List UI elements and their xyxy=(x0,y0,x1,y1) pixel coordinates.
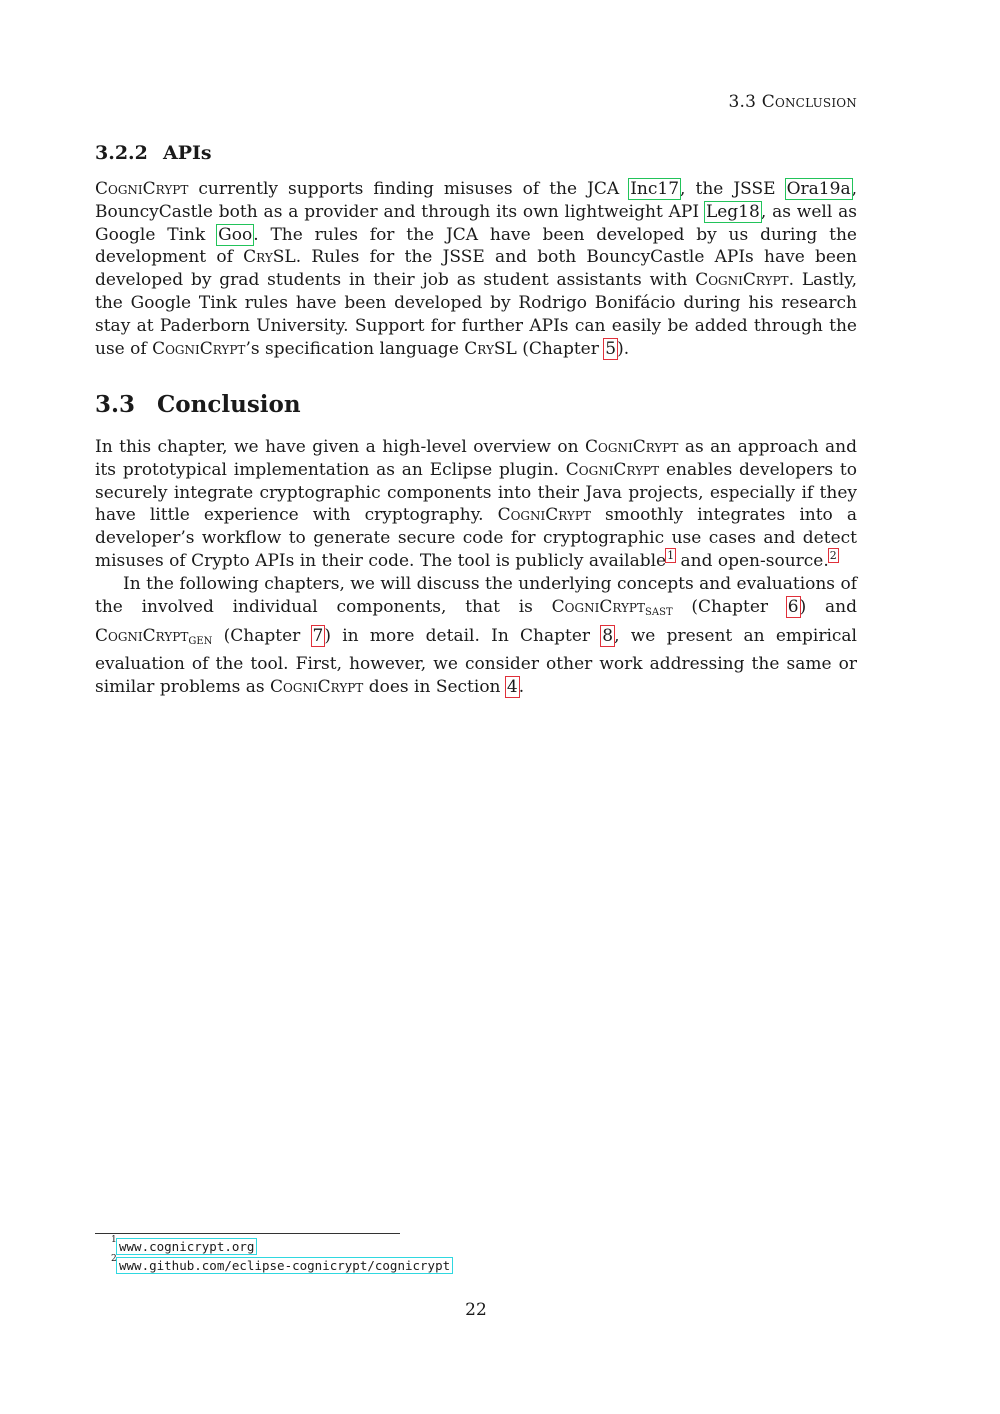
subsection-title: APIs xyxy=(163,142,212,164)
text-run: enables developers to securely integrate cryptographic components into their Java projects, especially if they have little experience with cryptography. xyxy=(95,459,857,526)
conclusion-paragraph-1 xyxy=(95,436,857,573)
footnote-link-1[interactable]: 1 xyxy=(667,548,675,562)
text-run: In the following chapters, we will discuss the underlying concepts and evaluations of the involved individual components, that is xyxy=(95,574,857,617)
footnote-number: 1 xyxy=(111,1235,117,1245)
apis-paragraph xyxy=(95,178,857,360)
page-number: 22 xyxy=(465,1300,487,1320)
text-run: . xyxy=(518,677,525,698)
text-run: (Chapter xyxy=(212,625,312,646)
section-number: 3.3 xyxy=(95,391,136,418)
footnote-number: 2 xyxy=(111,1254,117,1264)
conclusion-paragraph-2 xyxy=(95,573,857,699)
text-run: In this chapter, we have given a high-level overview on xyxy=(95,437,586,457)
subscript-sast: SAST xyxy=(645,606,673,618)
citation-link[interactable]: Goo xyxy=(218,224,253,245)
text-run: (Chapter xyxy=(672,596,787,617)
tool-name: CogniCrypt xyxy=(497,505,591,526)
subscript-gen: GEN xyxy=(188,635,213,647)
text-run: ) in more detail. In Chapter xyxy=(324,625,602,646)
section-heading xyxy=(95,391,301,418)
chapter-link[interactable]: 8 xyxy=(602,625,614,646)
tool-name: CogniCrypt xyxy=(95,625,189,646)
footnote-url-link[interactable]: www.cognicrypt.org xyxy=(119,1239,255,1254)
text-run: ). xyxy=(617,338,630,359)
text-run: , the JSSE xyxy=(680,179,786,199)
section-title: Conclusion xyxy=(157,391,301,418)
chapter-link[interactable]: 7 xyxy=(312,625,324,646)
subsection-number: 3.2.2 xyxy=(95,142,148,164)
tool-name: CogniCrypt xyxy=(95,179,189,199)
text-run: currently supports finding misuses of the JCA xyxy=(188,179,630,199)
text-run: smoothly integrates into a developer’s workflow to generate secure code for cryptographic use cases and detect misuses of Crypto APIs in their code. The tool is publicly available xyxy=(95,505,857,571)
text-run: , as well as Google Tink xyxy=(95,201,857,245)
footnote-1 xyxy=(111,1235,256,1254)
text-run: . Rules for the JSSE and both BouncyCastle APIs have been developed by grad students in their job as student assistants with xyxy=(95,247,857,291)
running-header: 3.3 Conclusion xyxy=(728,92,857,112)
footnote-2 xyxy=(111,1254,452,1273)
text-run: ’s specification language xyxy=(245,338,465,359)
text-run: and open-source. xyxy=(675,550,829,571)
tool-name: CogniCrypt xyxy=(551,596,646,617)
chapter-link[interactable]: 6 xyxy=(787,596,799,617)
tool-name: CogniCrypt xyxy=(269,677,364,698)
citation-link[interactable]: Inc17 xyxy=(630,179,680,199)
text-run: does in Section xyxy=(363,677,506,698)
tool-name: CogniCrypt xyxy=(565,459,660,480)
text-run: (Chapter xyxy=(516,338,605,359)
citation-link[interactable]: Ora19a xyxy=(786,179,851,199)
footnote-divider xyxy=(95,1233,400,1234)
chapter-link[interactable]: 5 xyxy=(605,338,617,359)
tool-name: CogniCrypt xyxy=(152,338,246,359)
footnote-link-2[interactable]: 2 xyxy=(829,548,837,562)
footnote-url-link[interactable]: www.github.com/eclipse-cognicrypt/cognicrypt xyxy=(119,1258,451,1273)
tool-name: CogniCrypt xyxy=(585,437,679,457)
section-link[interactable]: 4 xyxy=(506,677,518,698)
subsection-heading xyxy=(95,142,212,164)
text-run: , BouncyCastle both as a provider and through its own lightweight API xyxy=(95,179,857,222)
language-name: CrySL xyxy=(464,338,517,359)
citation-link[interactable]: Leg18 xyxy=(705,201,760,222)
text-run: . Lastly, the Google Tink rules have been developed by Rodrigo Bonifácio during his research stay at Paderborn University. Support for further APIs can easily be added through the use of xyxy=(95,270,857,359)
text-run: , we present an empirical evaluation of the tool. First, however, we consider other work addressing the same or similar problems as xyxy=(95,625,857,698)
text-run: . The rules for the JCA have been developed by us during the development of xyxy=(95,224,857,268)
text-run: ) and xyxy=(799,596,857,617)
text-run: as an approach and its prototypical implementation as an Eclipse plugin. xyxy=(95,437,857,480)
tool-name: CogniCrypt xyxy=(695,270,789,291)
language-name: CrySL xyxy=(243,247,296,268)
